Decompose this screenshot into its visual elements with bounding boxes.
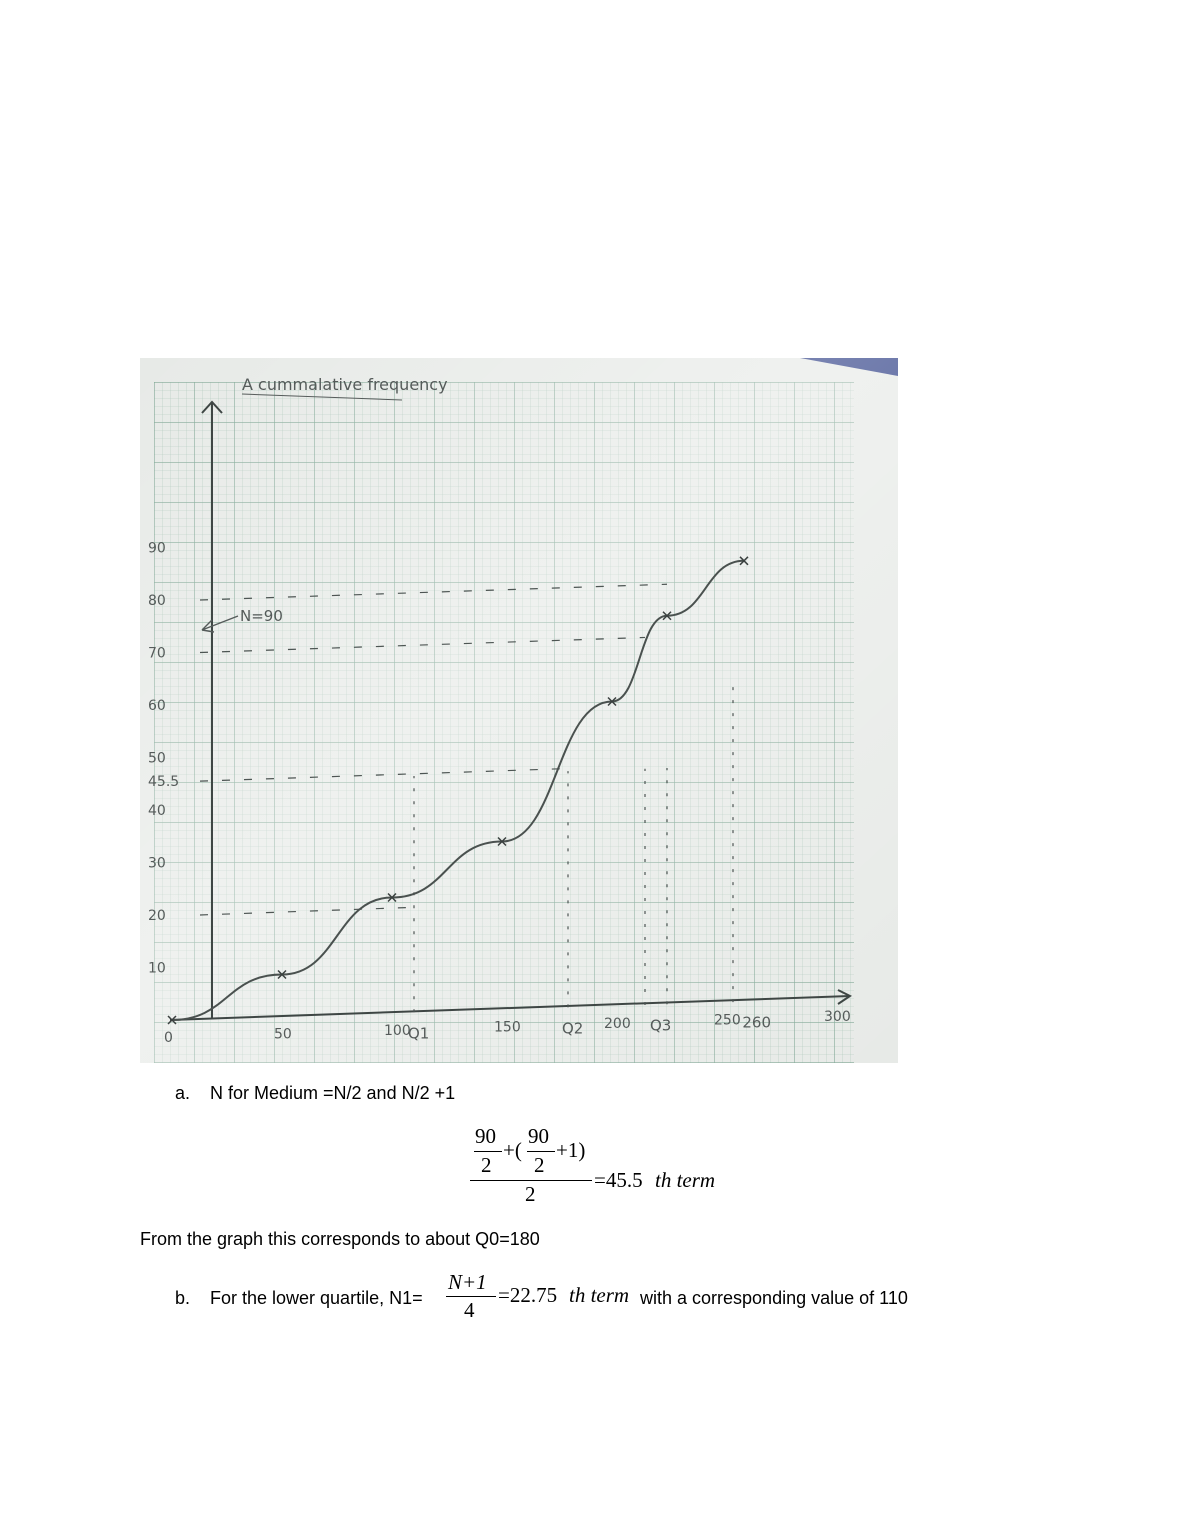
eq1-num2-bottom: 2 [534,1153,545,1177]
quartile-label: Q2 [562,1019,584,1038]
y-tick-label: 50 [148,750,166,767]
item-b-text-before: For the lower quartile, N1= [210,1288,423,1308]
median-equation [470,1122,770,1214]
chart-title: A cummalative frequency [242,375,448,394]
eq1-frac2-bar [527,1151,555,1152]
y-tick-label: 90 [148,540,166,557]
eq1-frac1-bar [474,1151,502,1152]
graph-photo [140,358,898,1063]
item-a-label: a. [175,1083,191,1103]
eq1-num2-top: 90 [528,1124,549,1148]
median-result-paragraph: From the graph this corresponds to about Q0=180 [140,1229,540,1249]
quartile-label: Q1 [408,1024,430,1043]
item-b-suffix: th term [569,1283,630,1307]
item-b-text-after: with a corresponding value of 110 [640,1288,908,1308]
eq1-suffix: th term [655,1168,716,1192]
item-a-text: N for Medium =N/2 and N/2 +1 [210,1083,456,1103]
eq1-num1-top: 90 [475,1124,496,1148]
y-tick-label: 40 [148,803,166,819]
item-b-label: b. [175,1288,191,1308]
item-b-result: =22.75 [498,1283,558,1307]
quartile-label: 260 [742,1013,772,1032]
item-b-frac-bar [446,1296,496,1297]
x-tick-label: 300 [824,1009,851,1025]
item-b-frac-bottom: 4 [464,1298,475,1322]
item-b [175,1270,1075,1330]
photo-glare [140,358,898,1063]
y-tick-label: 20 [148,908,166,924]
eq1-denominator: 2 [525,1182,536,1206]
x-tick-label: 0 [164,1030,173,1046]
y-tick-label: 70 [148,645,166,662]
eq1-plus: +( [503,1138,522,1162]
y-tick-label: 10 [148,960,166,977]
quartile-label: Q3 [650,1016,672,1035]
y-tick-label: 80 [148,593,166,609]
eq1-plus-one: +1) [556,1138,586,1162]
x-tick-label: 250 [714,1012,741,1029]
y-tick-label: 60 [148,698,166,714]
eq1-main-bar [470,1180,592,1181]
graph-svg [140,358,898,1063]
item-b-frac-top: N+1 [448,1270,487,1294]
eq1-num1-bottom: 2 [481,1153,492,1177]
x-tick-label: 200 [604,1016,631,1032]
y-tick-label: 30 [148,855,166,872]
item-a [175,1083,455,1104]
x-tick-label: 50 [274,1026,292,1043]
y-tick-label: 45.5 [148,774,180,791]
n-annotation: N=90 [240,607,283,625]
x-tick-label: 150 [494,1019,521,1036]
x-tick-label: 100 [384,1023,411,1039]
eq1-result: =45.5 [594,1168,643,1192]
